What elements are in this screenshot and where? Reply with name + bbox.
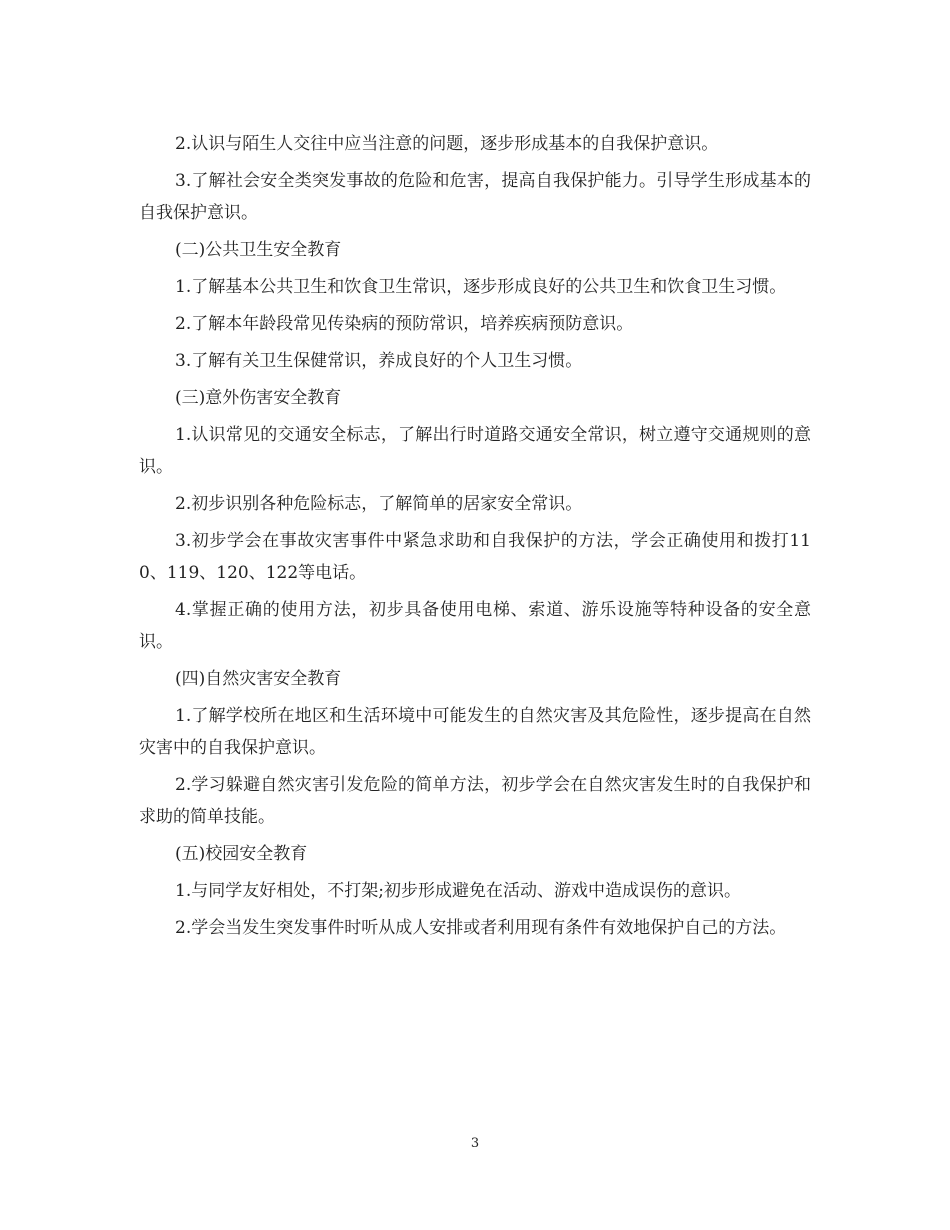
paragraph: 2.学会当发生突发事件时听从成人安排或者利用现有条件有效地保护自己的方法。 [175,918,787,938]
paragraph: 2.学习躲避自然灾害引发危险的简单方法，初步学会在自然灾害发生时的自我保护和求助的简单技能。 [139,775,811,827]
page-number: 3 [470,1136,480,1151]
section-heading: (三)意外伤害安全教育 [175,388,342,408]
paragraph: 4.掌握正确的使用方法，初步具备使用电梯、索道、游乐设施等特种设备的安全意识。 [139,600,811,652]
paragraph: 2.认识与陌生人交往中应当注意的问题，逐步形成基本的自我保护意识。 [175,134,719,154]
paragraph: 1.了解学校所在地区和生活环境中可能发生的自然灾害及其危险性，逐步提高在自然灾害中的自我保护意识。 [139,706,811,758]
paragraph: 2.初步识别各种危险标志，了解简单的居家安全常识。 [175,494,583,514]
section-heading: (五)校园安全教育 [175,844,308,864]
paragraph: 1.与同学友好相处，不打架;初步形成避免在活动、游戏中造成误伤的意识。 [175,881,741,901]
paragraph: 1.了解基本公共卫生和饮食卫生常识，逐步形成良好的公共卫生和饮食卫生习惯。 [175,277,787,297]
paragraph: 3.了解有关卫生保健常识，养成良好的个人卫生习惯。 [175,351,583,371]
paragraph: 3.了解社会安全类突发事故的危险和危害，提高自我保护能力。引导学生形成基本的自我保护意识。 [139,171,811,223]
paragraph: 3.初步学会在事故灾害事件中紧急求助和自我保护的方法，学会正确使用和拨打110、119、120、122等电话。 [139,531,811,583]
document-body [139,128,811,949]
section-heading: (二)公共卫生安全教育 [175,240,342,260]
section-heading: (四)自然灾害安全教育 [175,669,342,689]
paragraph: 2.了解本年龄段常见传染病的预防常识，培养疾病预防意识。 [175,314,634,334]
paragraph: 1.认识常见的交通安全标志，了解出行时道路交通安全常识，树立遵守交通规则的意识。 [139,425,811,477]
